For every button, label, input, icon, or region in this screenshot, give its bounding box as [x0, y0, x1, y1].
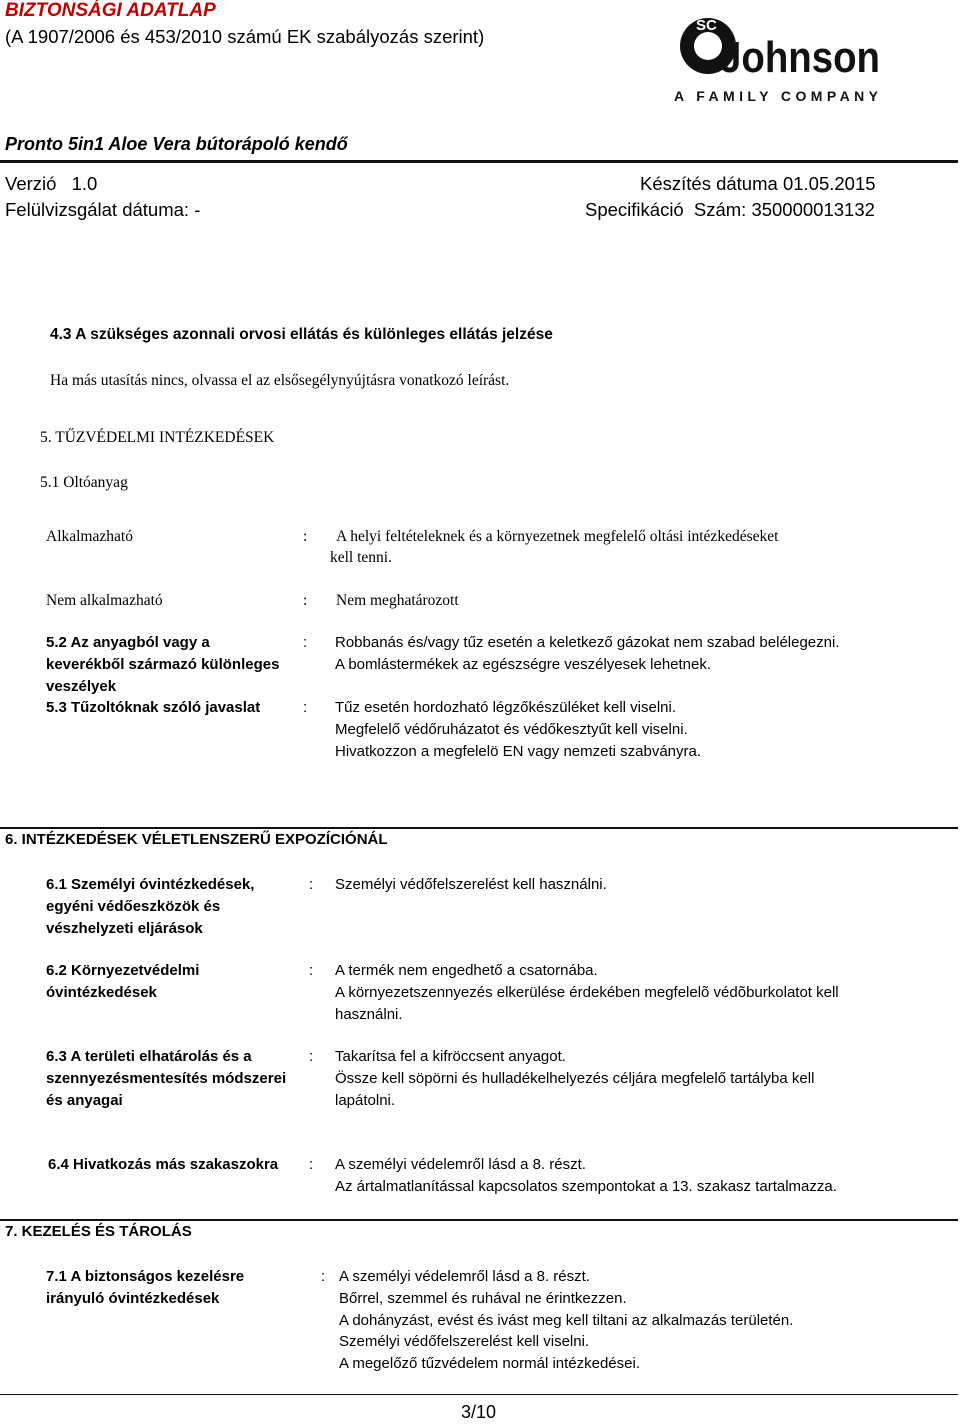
- section-7-1-text-line-3: A dohányzást, evést és ivást meg kell tiltani az alkalmazás területén.: [339, 1312, 794, 1329]
- section-4-3-heading: 4.3 A szükséges azonnali orvosi ellátás és különleges ellátás jelzése: [50, 326, 553, 343]
- applicable-text-line-2: kell tenni.: [330, 549, 392, 566]
- section-5-3-label: 5.3 Tűzoltóknak szóló javaslat: [46, 699, 261, 716]
- section-5-3-text-line-1: Tűz esetén hordozható légzőkészüléket kell viselni.: [335, 699, 677, 716]
- section-5-3-text-line-2: Megfelelő védőruházatot és védőkesztyűt kell viselni.: [335, 721, 688, 738]
- page-number: 3/10: [461, 1402, 497, 1422]
- specification-row: [585, 199, 875, 221]
- section-7-1-text-line-1: A személyi védelemről lásd a 8. részt.: [339, 1268, 590, 1285]
- section-5-2-text-line-1: Robbanás és/vagy tűz esetén a keletkező gázokat nem szabad belélegezni.: [335, 634, 840, 651]
- preparation-date-value: 01.05.2015: [782, 173, 876, 194]
- section-6-3-label-line-3: és anyagai: [46, 1092, 123, 1109]
- section-5-2-label-line-3: veszélyek: [46, 678, 117, 695]
- product-name: Pronto 5in1 Aloe Vera bútorápoló kendő: [5, 134, 348, 154]
- section-5-heading: 5. TŰZVÉDELMI INTÉZKEDÉSEK: [40, 429, 275, 446]
- colon-separator: :: [303, 592, 308, 609]
- section-7-1-label-line-1: 7.1 A biztonságos kezelésre: [46, 1268, 245, 1285]
- section-6-2-label-line-1: 6.2 Környezetvédelmi: [46, 962, 200, 979]
- colon-separator: :: [303, 699, 308, 716]
- logo-tagline: A FAMILY COMPANY: [674, 88, 878, 104]
- section-6-2-text-line-3: használni.: [335, 1006, 403, 1023]
- applicable-text-line-1: A helyi feltételeknek és a környezetnek megfelelő oltási intézkedéseket: [336, 528, 779, 545]
- section-6-1-text: Személyi védőfelszerelést kell használni.: [335, 876, 607, 893]
- specification-label: Specifikáció: [585, 199, 684, 220]
- section-4-3-text: Ha más utasítás nincs, olvassa el az elsősegélynyújtásra vonatkozó leírást.: [50, 372, 510, 389]
- section-7-1-label-line-2: irányuló óvintézkedések: [46, 1290, 220, 1307]
- footer-divider: [0, 1394, 958, 1395]
- colon-separator: :: [303, 634, 308, 651]
- section-7-1-text-line-4: Személyi védőfelszerelést kell viselni.: [339, 1333, 590, 1350]
- section-5-2-label-line-1: 5.2 Az anyagból vagy a: [46, 634, 210, 651]
- section-6-4-text-line-1: A személyi védelemről lásd a 8. részt.: [335, 1156, 586, 1173]
- section-6-3-text-line-3: lapátolni.: [335, 1092, 396, 1109]
- section-6-3-label-line-2: szennyezésmentesítés módszerei: [46, 1070, 287, 1087]
- logo-sc-text: SC: [696, 17, 717, 34]
- revision-date: Felülvizsgálat dátuma: -: [5, 199, 201, 220]
- colon-separator: :: [303, 528, 308, 545]
- section-6-3-text-line-2: Össze kell söpörni és hulladékelhelyezés céljára megfelelő tartályba kell: [335, 1070, 815, 1087]
- section-6-1-label-line-2: egyéni védőeszközök és: [46, 898, 221, 915]
- section-6-3-text-line-1: Takarítsa fel a kifröccsent anyagot.: [335, 1048, 566, 1065]
- section-5-1-heading: 5.1 Oltóanyag: [40, 474, 128, 491]
- regulation-reference: (A 1907/2006 és 453/2010 számú EK szabályozás szerint): [5, 26, 485, 47]
- not-applicable-label: Nem alkalmazható: [46, 592, 163, 609]
- specification-number-label: Szám:: [693, 199, 747, 220]
- version-row: [5, 173, 97, 195]
- section-6-3-label-line-1: 6.3 A területi elhatárolás és a: [46, 1048, 252, 1065]
- preparation-date-row: [640, 173, 876, 195]
- preparation-date-label: Készítés dátuma: [640, 173, 778, 194]
- colon-separator: :: [309, 876, 314, 893]
- sc-johnson-logo-mark: [668, 10, 882, 106]
- section-5-2-text-line-2: A bomlástermékek az egészségre veszélyesek lehetnek.: [335, 656, 712, 673]
- section-6-1-label-line-1: 6.1 Személyi óvintézkedések,: [46, 876, 255, 893]
- section-6-2-label-line-2: óvintézkedések: [46, 984, 157, 1001]
- section-6-4-label: 6.4 Hivatkozás más szakaszokra: [48, 1156, 279, 1173]
- colon-separator: :: [321, 1268, 326, 1285]
- header-divider: [0, 160, 958, 163]
- colon-separator: :: [309, 962, 314, 979]
- logo-brand-text: Johnson: [720, 33, 880, 82]
- not-applicable-value: Nem meghatározott: [336, 592, 459, 609]
- applicable-label: Alkalmazható: [46, 528, 133, 545]
- section-6-2-text-line-1: A termék nem engedhető a csatornába.: [335, 962, 598, 979]
- specification-number: 350000013132: [751, 199, 875, 220]
- section-5-2-label-line-2: keverékből származó különleges: [46, 656, 280, 673]
- section-6-heading: 6. INTÉZKEDÉSEK VÉLETLENSZERŰ EXPOZÍCIÓNÁL: [5, 831, 388, 848]
- section-7-1-text-line-2: Bőrrel, szemmel és ruhával ne érintkezzen.: [339, 1290, 627, 1307]
- colon-separator: :: [309, 1156, 314, 1173]
- document-title: BIZTONSÁGI ADATLAP: [5, 0, 216, 21]
- section-7-heading: 7. KEZELÉS ÉS TÁROLÁS: [5, 1223, 192, 1240]
- section-6-4-text-line-2: Az ártalmatlanítással kapcsolatos szempontokat a 13. szakasz tartalmazza.: [335, 1178, 837, 1195]
- section-6-2-text-line-2: A környezetszennyezés elkerülése érdekében megfelelõ védõburkolatot kell: [335, 984, 839, 1001]
- section-5-3-text-line-3: Hivatkozzon a megfelelö EN vagy nemzeti szabványra.: [335, 743, 702, 760]
- section-6-1-label-line-3: vészhelyzeti eljárások: [46, 920, 203, 937]
- version-label: Verzió: [5, 173, 57, 194]
- section-7-1-text-line-5: A megelőző tűzvédelem normál intézkedései.: [339, 1355, 640, 1372]
- sc-johnson-logo: [668, 10, 882, 106]
- colon-separator: :: [309, 1048, 314, 1065]
- version-value: 1.0: [71, 173, 98, 194]
